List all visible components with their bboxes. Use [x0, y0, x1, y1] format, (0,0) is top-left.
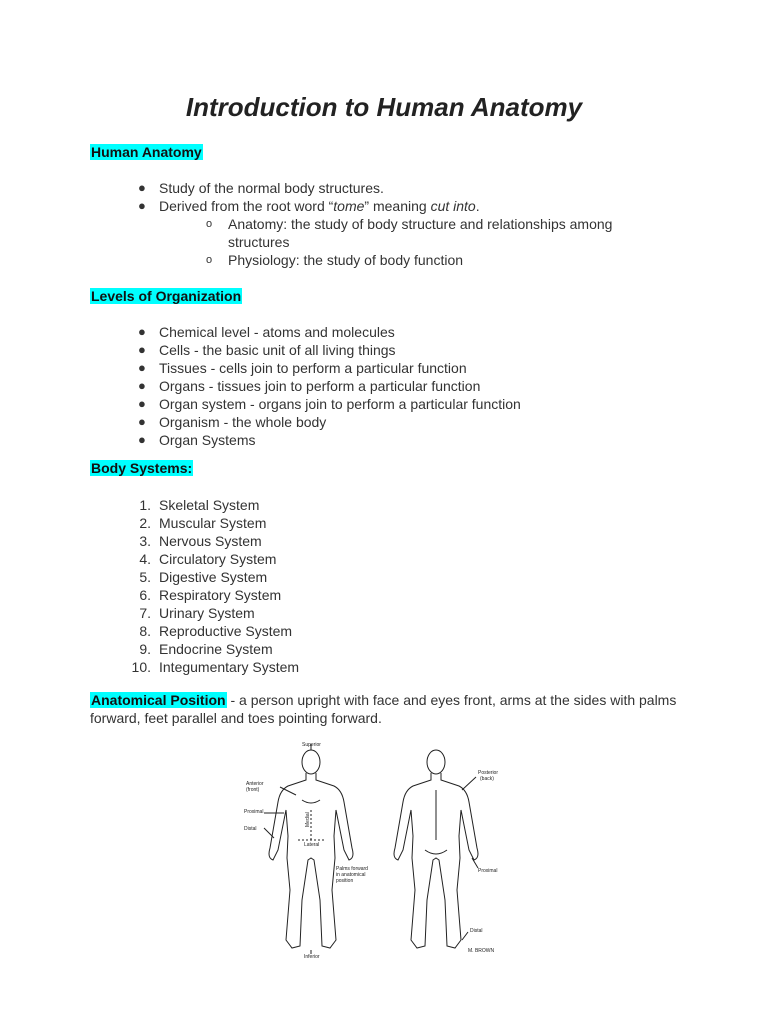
list-item: 3. Nervous System	[139, 533, 262, 549]
bullet-icon: ●	[138, 378, 146, 393]
bullet-icon: ●	[138, 180, 146, 195]
label-palms-line3: position	[336, 878, 354, 884]
circle-bullet-icon: o	[206, 218, 213, 230]
label-posterior: Posterior	[478, 770, 499, 776]
bullet-icon: ●	[138, 198, 146, 213]
list-item: ● Derived from the root word “tome” meaning cut into.	[138, 198, 480, 214]
bullet-icon: ●	[138, 414, 146, 429]
anatomical-position-definition: - a person upright with face and eyes front, arms at the sides with palms forward, feet parallel and toes pointing forward.	[90, 692, 677, 726]
body-systems-list	[131, 496, 300, 676]
label-superior: Superior	[302, 742, 321, 748]
list-item: 2. Muscular System	[139, 515, 267, 531]
anatomical-position-figure	[240, 740, 510, 960]
sub-list-item: o Physiology: the study of body function	[206, 252, 464, 268]
bullet-icon: ●	[138, 360, 146, 375]
list-item: 7. Urinary System	[139, 605, 255, 621]
list-item: 10. Integumentary System	[131, 659, 300, 675]
list-item: 5. Digestive System	[139, 569, 268, 585]
list-item: ● Organism - the whole body	[138, 414, 327, 430]
anatomical-position-paragraph	[90, 691, 690, 727]
back-body-outline	[394, 750, 478, 948]
label-palms-line2: in anatomical	[336, 872, 366, 878]
label-anterior: Anterior	[246, 781, 264, 787]
circle-bullet-icon: o	[206, 254, 213, 266]
list-item: ● Tissues - cells join to perform a particular function	[138, 360, 467, 376]
label-proximal-right: Proximal	[478, 868, 498, 874]
list-item: 9. Endocrine System	[139, 641, 273, 657]
bullet-icon: ●	[138, 396, 146, 411]
heading-body-systems-label: Body Systems:	[91, 460, 193, 476]
front-body-outline	[269, 750, 353, 948]
page-title: Introduction to Human Anatomy	[185, 92, 583, 122]
label-proximal-left: Proximal	[244, 809, 264, 815]
human-anatomy-list	[138, 179, 480, 215]
label-medial: Medial	[305, 812, 311, 827]
label-palms-line1: Palms forward	[336, 866, 368, 872]
levels-list	[138, 323, 521, 449]
list-item: 1. Skeletal System	[139, 497, 260, 513]
list-item: 4. Circulatory System	[139, 551, 277, 567]
sub-list-item-continuation: structures	[228, 234, 290, 250]
label-distal-right: Distal	[470, 928, 483, 934]
heading-levels-of-organization	[90, 288, 242, 304]
label-back: (back)	[480, 776, 494, 782]
list-item: 8. Reproductive System	[139, 623, 293, 639]
label-lateral: Lateral	[304, 842, 320, 848]
list-item: 6. Respiratory System	[139, 587, 282, 603]
list-item: ● Chemical level - atoms and molecules	[138, 324, 395, 340]
artist-signature: M. BROWN	[468, 948, 495, 954]
list-item: ● Organ system - organs join to perform a particular function	[138, 396, 521, 412]
label-inferior: Inferior	[304, 954, 320, 960]
bullet-icon: ●	[138, 432, 146, 447]
list-item: ● Study of the normal body structures.	[138, 180, 384, 196]
heading-human-anatomy-label: Human Anatomy	[91, 144, 202, 160]
sub-list-item: o Anatomy: the study of body structure and relationships among	[206, 216, 613, 232]
heading-body-systems	[90, 460, 193, 476]
list-item: ● Organ Systems	[138, 432, 256, 448]
human-anatomy-sublist	[206, 215, 613, 269]
bullet-icon: ●	[138, 324, 146, 339]
anatomical-position-term: Anatomical Position	[91, 692, 226, 708]
bullet-icon: ●	[138, 342, 146, 357]
heading-levels-label: Levels of Organization	[91, 288, 242, 304]
heading-human-anatomy	[90, 144, 203, 160]
label-distal-left: Distal	[244, 826, 257, 832]
label-front: (front)	[246, 787, 260, 793]
list-item: ● Cells - the basic unit of all living things	[138, 342, 396, 358]
list-item: ● Organs - tissues join to perform a particular function	[138, 378, 481, 394]
